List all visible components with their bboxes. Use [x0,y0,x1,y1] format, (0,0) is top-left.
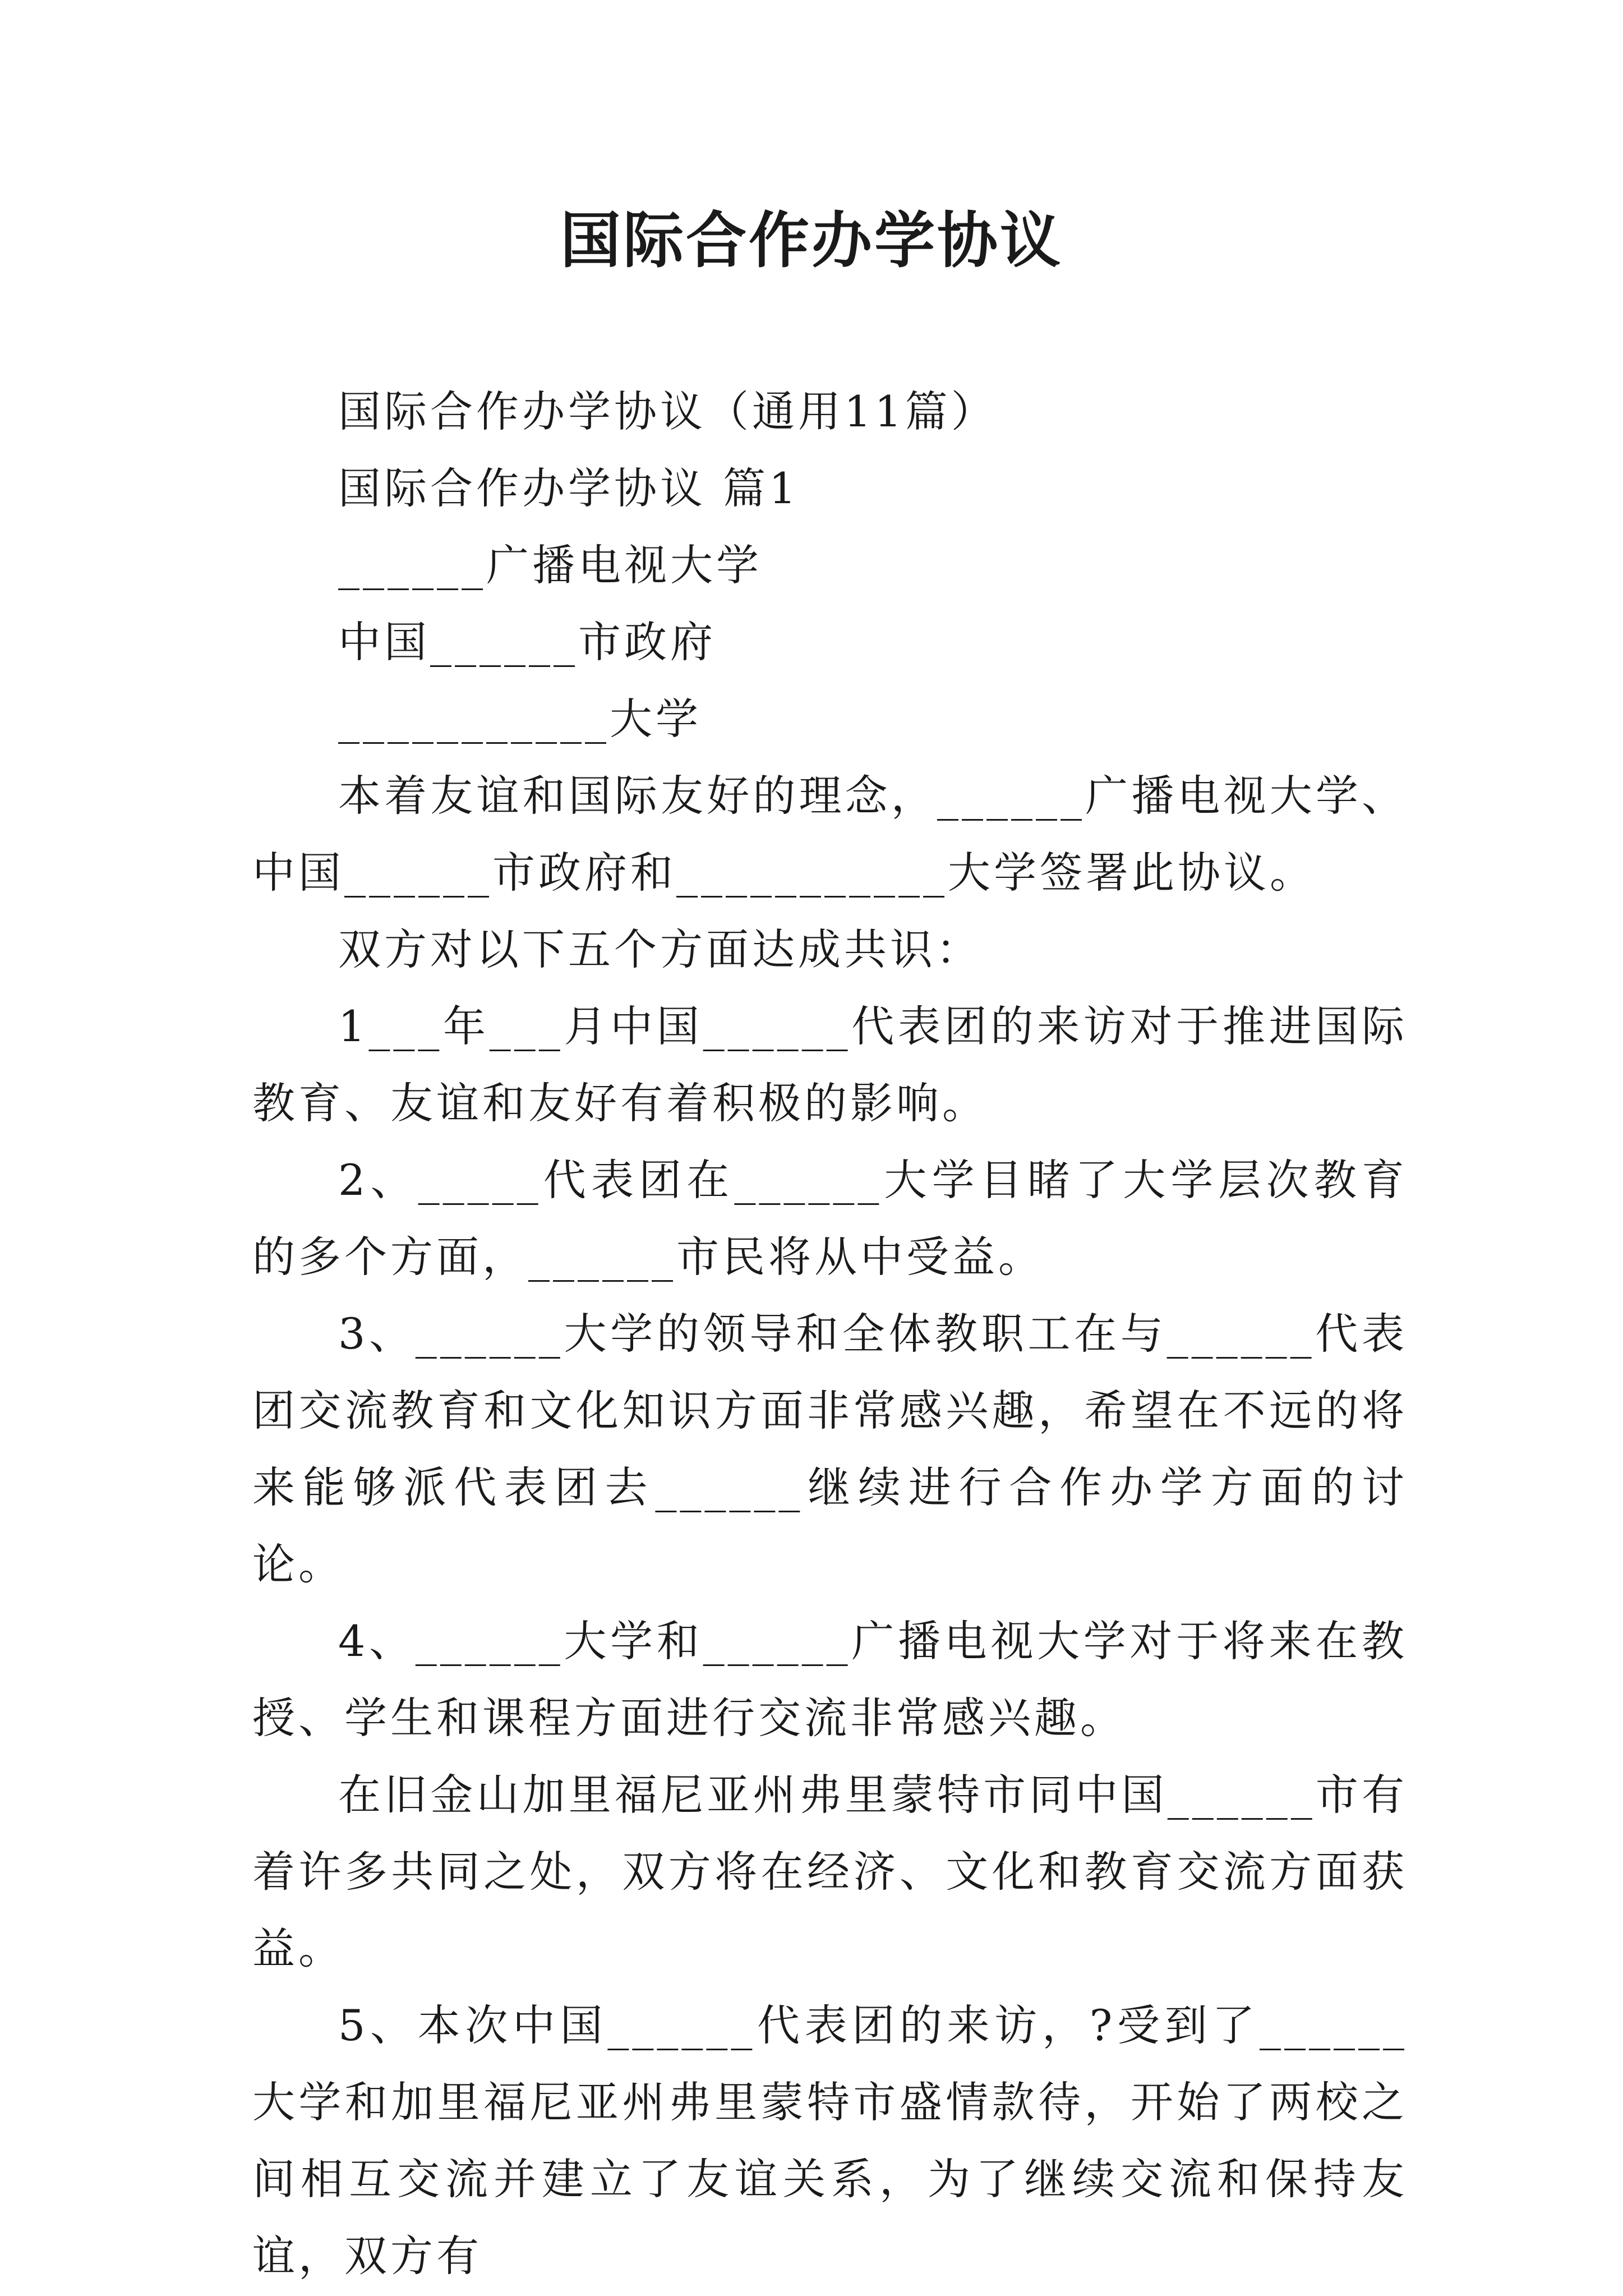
paragraph-preamble: 本着友谊和国际友好的理念，______广播电视大学、中国______市政府和___________大学签署此协议。 [252,771,1408,898]
paragraph-party-1: ______广播电视大学 [338,540,762,590]
paragraph-fremont-note: 在旧金山加里福尼亚州弗里蒙特市同中国______市有着许多共同之处，双方将在经济、文化和教育交流方面获益。 [252,1770,1408,1973]
paragraph-party-3: ___________大学 [338,694,702,744]
paragraph-subtitle: 国际合作办学协议（通用11篇） [338,386,997,436]
paragraph-item-2: 2、_____代表团在______大学目睹了大学层次教育的多个方面，______市民将从中受益。 [252,1155,1408,1282]
paragraph-item-3: 3、______大学的领导和全体教职工在与______代表团交流教育和文化知识方面非常感兴趣，希望在不远的将来能够派代表团去______继续进行合作办学方面的讨论。 [252,1309,1408,1589]
document-body [252,373,1408,2294]
paragraph-item-1: 1___年___月中国______代表团的来访对于推进国际教育、友谊和友好有着积极的影响。 [252,1001,1408,1128]
paragraph-item-4: 4、______大学和______广播电视大学对于将来在教授、学生和课程方面进行交流非常感兴趣。 [252,1616,1408,1743]
paragraph-consensus-intro: 双方对以下五个方面达成共识： [338,924,982,974]
paragraph-party-2: 中国______市政府 [338,617,716,667]
paragraph-section-heading: 国际合作办学协议 篇1 [338,463,800,513]
paragraph-item-5: 5、本次中国______代表团的来访，?受到了______大学和加里福尼亚州弗里蒙特市盛情款待，开始了两校之间相互交流并建立了友谊关系，为了继续交流和保持友谊，双方有 [252,2000,1408,2281]
document-title: 国际合作办学协议 [560,206,1063,276]
